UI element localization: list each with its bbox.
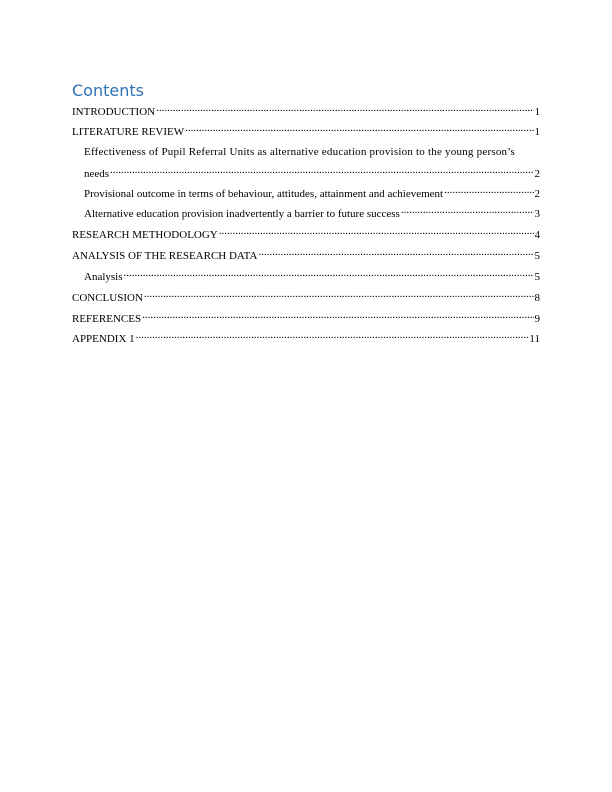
toc-entry-alternative-education-barrier[interactable] bbox=[84, 204, 540, 224]
toc-entry-text: RESEARCH METHODOLOGY bbox=[72, 229, 218, 241]
toc-entry-text: Alternative education provision inadvertently a barrier to future success bbox=[84, 208, 400, 220]
toc-page-number: 1 bbox=[534, 106, 540, 118]
toc-entry-analysis[interactable] bbox=[84, 267, 540, 287]
toc-page-number: 5 bbox=[534, 271, 540, 283]
toc-entry-analysis-of-research-data[interactable] bbox=[72, 246, 540, 266]
toc-entry-appendix-1[interactable] bbox=[72, 329, 540, 349]
toc-page-number: 5 bbox=[534, 250, 540, 262]
toc-page-number: 11 bbox=[529, 333, 540, 345]
toc-entry-text-line1 bbox=[84, 142, 540, 162]
toc-entry-provisional-outcome[interactable] bbox=[84, 184, 540, 204]
toc-leader-dots bbox=[142, 310, 533, 322]
toc-entry-literature-review[interactable] bbox=[72, 122, 540, 142]
toc-leader-dots bbox=[136, 330, 529, 342]
toc-entry-text: LITERATURE REVIEW bbox=[72, 126, 185, 138]
toc-leader-dots bbox=[156, 103, 533, 115]
toc-page-number: 1 bbox=[534, 126, 540, 138]
toc-entry-text: ANALYSIS OF THE RESEARCH DATA bbox=[72, 250, 258, 262]
toc-entry-introduction[interactable] bbox=[72, 102, 540, 122]
toc-leader-dots bbox=[124, 268, 534, 280]
toc-entry-text-first-line: Effectiveness of Pupil Referral Units as alternative education provision to the young person’s bbox=[84, 146, 516, 158]
toc-entry-text: CONCLUSION bbox=[72, 292, 143, 304]
toc-entry-text: Provisional outcome in terms of behaviour, attitudes, attainment and achievement bbox=[84, 188, 444, 200]
toc-page-number: 4 bbox=[534, 229, 540, 241]
toc-entry-effectiveness-of-pru[interactable] bbox=[84, 142, 540, 184]
toc-entry-research-methodology[interactable] bbox=[72, 225, 540, 245]
toc-leader-dots bbox=[219, 226, 534, 238]
toc-entry-text: APPENDIX 1 bbox=[72, 333, 135, 345]
toc-page-number: 3 bbox=[534, 208, 540, 220]
toc-page-number: 2 bbox=[534, 188, 540, 200]
toc-leader-dots bbox=[185, 123, 533, 135]
toc-entry-text: REFERENCES bbox=[72, 313, 142, 325]
toc-entry-text: INTRODUCTION bbox=[72, 106, 156, 118]
toc-leader-dots bbox=[110, 165, 533, 177]
toc-leader-dots bbox=[258, 247, 533, 259]
toc-page-number: 9 bbox=[534, 313, 540, 325]
toc-entry-conclusion[interactable] bbox=[72, 288, 540, 308]
toc-entry-text: needs bbox=[84, 168, 110, 180]
toc-entry-references[interactable] bbox=[72, 309, 540, 329]
toc-page-number: 8 bbox=[534, 292, 540, 304]
toc-heading: Contents bbox=[72, 81, 144, 100]
toc-page-number: 2 bbox=[534, 168, 540, 180]
toc-entry-text: Analysis bbox=[84, 271, 123, 283]
toc-leader-dots bbox=[401, 205, 534, 217]
toc-leader-dots bbox=[144, 289, 534, 301]
toc-leader-dots bbox=[444, 185, 533, 197]
